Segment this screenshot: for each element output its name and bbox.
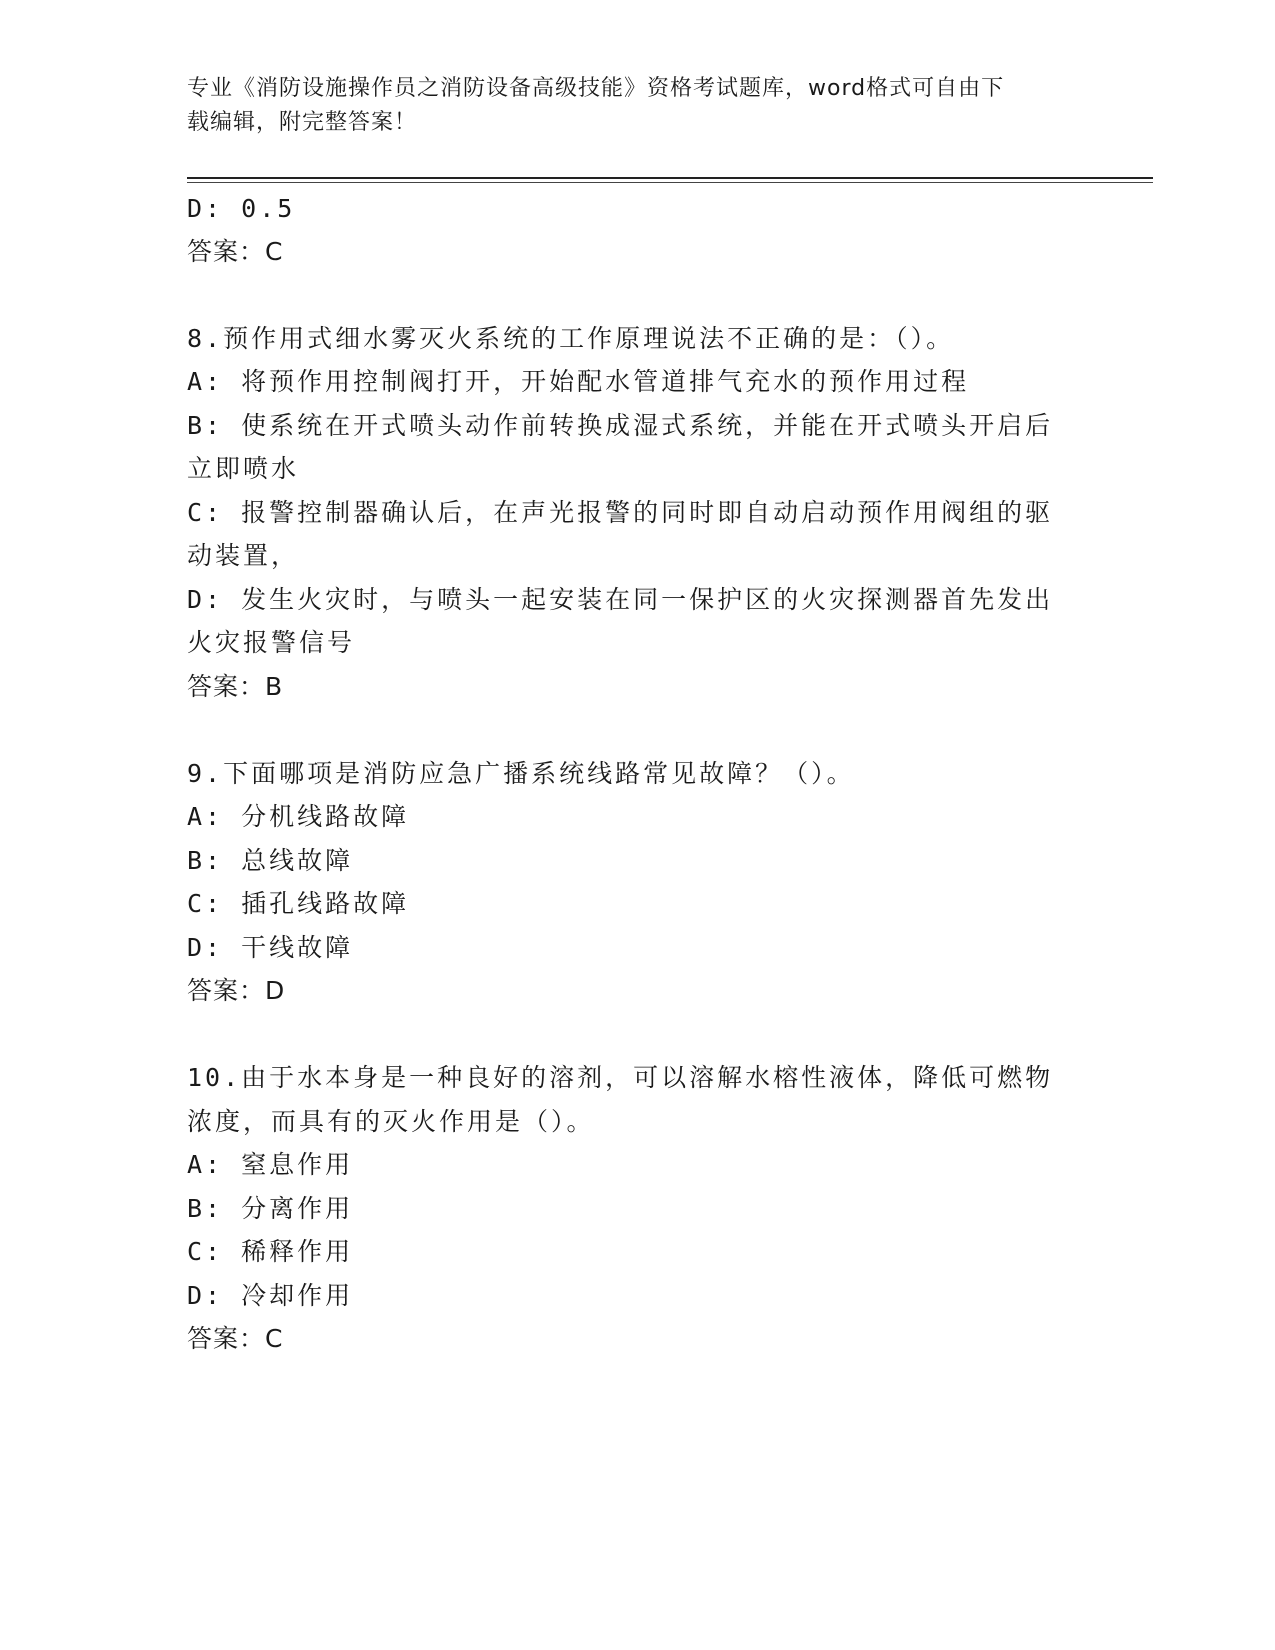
q8-option-b-line2: 立即喷水 xyxy=(187,454,300,483)
q9-option-b: B: 总线故障 xyxy=(187,846,354,875)
q10-stem-line1: 10.由于水本身是一种良好的溶剂，可以溶解水榕性液体，降低可燃物 xyxy=(187,1063,1054,1092)
header-line-2: 载编辑，附完整答案！ xyxy=(187,110,418,135)
q8-option-c-line1: C: 报警控制器确认后，在声光报警的同时即自动启动预作用阀组的驱 xyxy=(187,498,1054,527)
page-header xyxy=(187,72,1067,140)
q9-stem: 9.下面哪项是消防应急广播系统线路常见故障？（）。 xyxy=(187,759,855,788)
q8-answer: 答案：B xyxy=(187,672,284,701)
header-line-1: 专业《消防设施操作员之消防设备高级技能》资格考试题库，word格式可自由下 xyxy=(187,76,1005,101)
q9-answer: 答案：D xyxy=(187,976,286,1005)
header-divider-thick xyxy=(187,177,1153,179)
prev-answer: 答案：C xyxy=(187,237,284,266)
q8-stem: 8.预作用式细水雾灭火系统的工作原理说法不正确的是：（）。 xyxy=(187,324,955,353)
q10-stem-line2: 浓度，而具有的灭火作用是（）。 xyxy=(187,1107,595,1136)
q10-option-a: A: 窒息作用 xyxy=(187,1150,354,1179)
header-divider-thin xyxy=(187,182,1153,183)
q10-option-d: D: 冷却作用 xyxy=(187,1281,354,1310)
prev-option-d: D: 0.5 xyxy=(187,194,296,223)
q9-option-c: C: 插孔线路故障 xyxy=(187,889,410,918)
q10-answer: 答案：C xyxy=(187,1324,284,1353)
q8-option-b-line1: B: 使系统在开式喷头动作前转换成湿式系统，并能在开式喷头开启后 xyxy=(187,411,1054,440)
q8-option-a: A: 将预作用控制阀打开，开始配水管道排气充水的预作用过程 xyxy=(187,367,970,396)
q9-option-a: A: 分机线路故障 xyxy=(187,802,410,831)
q10-option-b: B: 分离作用 xyxy=(187,1194,354,1223)
q10-option-c: C: 稀释作用 xyxy=(187,1237,354,1266)
q9-option-d: D: 干线故障 xyxy=(187,933,354,962)
q8-option-d-line1: D: 发生火灾时，与喷头一起安装在同一保护区的火灾探测器首先发出 xyxy=(187,585,1054,614)
q8-option-d-line2: 火灾报警信号 xyxy=(187,628,356,657)
q8-option-c-line2: 动装置， xyxy=(187,541,300,570)
